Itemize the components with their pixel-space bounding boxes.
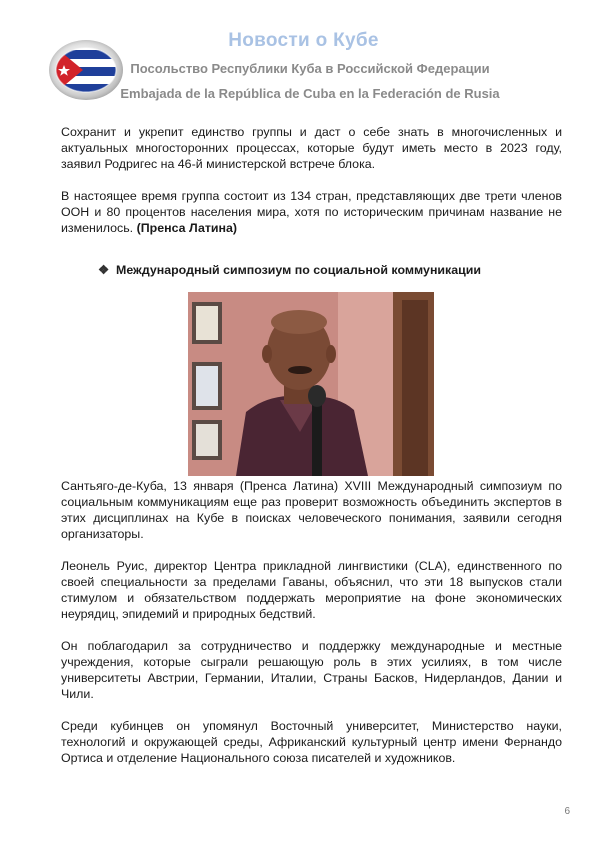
embassy-name-es: Embajada de la República de Cuba en la Federación de Rusia	[120, 86, 500, 101]
site-title: Новости о Кубе	[228, 30, 379, 51]
article2-paragraph-2: Леонель Руис, директор Центра прикладной лингвистики (CLA), единственного по своей специальности за пределами Гаваны, объяснил, что эти 18 выпусков стали стимулом и обязательством поддержать мероприятие на фоне экономических неурядиц, эпидемий и природных бедствий.	[61, 559, 562, 621]
article2-title-text: Международный симпозиум по социальной коммуникации	[116, 263, 481, 277]
page-number: 6	[564, 806, 570, 817]
article2-title	[98, 262, 538, 278]
embassy-name-ru: Посольство Республики Куба в Российской Федерации	[130, 61, 490, 76]
article-photo	[188, 292, 434, 476]
article1-body	[61, 124, 562, 236]
article2-body	[61, 478, 562, 766]
diamond-bullet-icon: ❖	[98, 263, 110, 277]
article2-paragraph-3: Он поблагодарил за сотрудничество и поддержку международные и местные учреждения, которые сыграли решающую роль в этих усилиях, в том числе университеты Австрии, Германии, Италии, Страны Басков, Нидерландов, Дании и Чили.	[61, 639, 562, 701]
article1-source: (Пренса Латина)	[136, 221, 238, 235]
article1-paragraph-2-text: В настоящее время группа состоит из 134 стран, представляющих две трети членов ООН и 80 процентов населения мира, хотя по историческим причинам название не изменилось.	[61, 189, 562, 235]
page-header	[0, 0, 607, 110]
article2-paragraph-4: Среди кубинцев он упомянул Восточный университет, Министерство науки, технологий и окружающей среды, Африканский культурный центр имени Фернандо Ортиса и отделение Национального союза писателей и художников.	[61, 719, 562, 765]
article1-paragraph-2	[61, 188, 562, 236]
article1-paragraph-1: Сохранит и укрепит единство группы и даст о себе знать в многочисленных и актуальных многосторонних процессах, которые будут иметь место в 2023 году, заявил Родригес на 46-й министерской встрече блока.	[61, 125, 562, 171]
article2-paragraph-1: Сантьяго-де-Куба, 13 января (Пренса Латина) XVIII Международный симпозиум по социальным коммуникациям еще раз проверит возможность объединить экспертов в этих дисциплинах на Кубе в поисках человеческого понимания, заявили сегодня организаторы.	[61, 479, 562, 541]
